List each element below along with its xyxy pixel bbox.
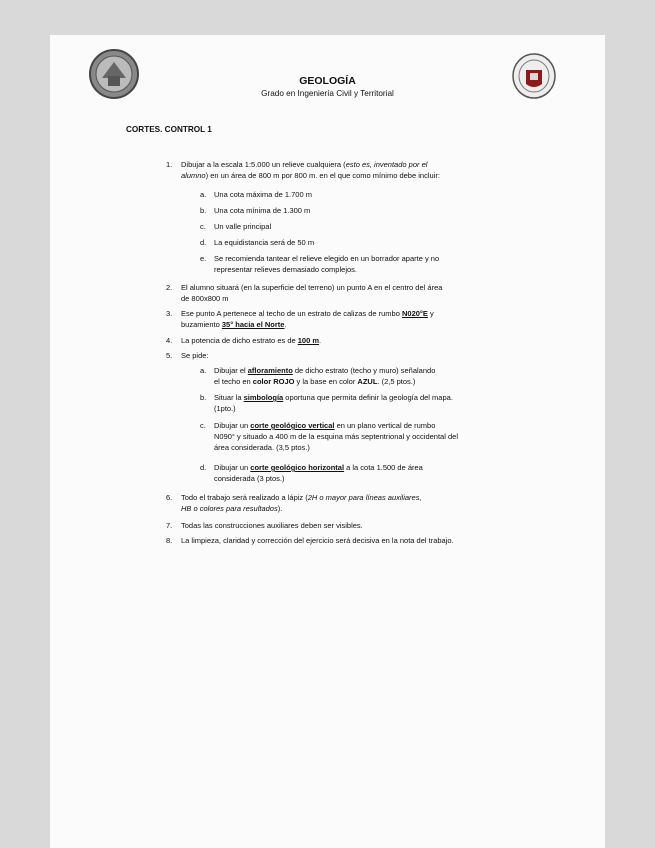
item-number: 4.	[166, 336, 173, 345]
item-text-italic: alumno	[181, 171, 206, 180]
sub-item-text: Una cota máxima de 1.700 m	[214, 190, 312, 199]
sub-item-text: La equidistancia será de 50 m	[214, 238, 315, 247]
item-text: (1pto.)	[214, 404, 236, 413]
list-item-2	[181, 282, 442, 304]
document-title: GEOLOGÍA	[299, 75, 356, 87]
sub-item-letter: a.	[200, 366, 207, 375]
document-subtitle: Grado en Ingeniería Civil y Territorial	[261, 89, 394, 98]
keyword: simbología	[243, 393, 284, 402]
strike-value: N020°E	[401, 309, 428, 318]
item-text: de dicho estrato (techo y muro) señalando	[292, 366, 436, 375]
item-number: 7.	[166, 521, 173, 530]
item-text: de 800x800 m	[181, 294, 229, 303]
item-text: buzamiento	[181, 320, 222, 329]
sub-item-letter: c.	[200, 421, 206, 430]
item-number: 8.	[166, 536, 173, 545]
item-text: área considerada. (3,5 ptos.)	[214, 443, 310, 452]
list-item-5: Se pide:	[181, 351, 209, 360]
sub-item-letter: d.	[200, 463, 207, 472]
item-text: y	[427, 309, 434, 318]
item-text: N090° y situado a 400 m de la esquina más septentrional y occidental del	[214, 432, 458, 441]
sub-item-a	[214, 365, 534, 387]
sub-item-b	[214, 392, 534, 414]
item-number: 2.	[166, 283, 173, 292]
sub-item-text: Un valle principal	[214, 222, 272, 231]
keyword: AZUL	[357, 377, 378, 386]
list-item-8: La limpieza, claridad y corrección del ejercicio será decisiva en la nota del trabajo.	[181, 536, 454, 545]
sub-item-d	[214, 462, 534, 484]
item-number: 6.	[166, 493, 173, 502]
keyword: color ROJO	[252, 377, 295, 386]
section-title: CORTES. CONTROL 1	[126, 125, 212, 134]
item-text: Dibujar un	[214, 421, 251, 430]
item-text: oportuna que permita definir la geología del mapa.	[283, 393, 453, 402]
item-text: . (2,5 ptos.)	[377, 377, 416, 386]
item-number: 5.	[166, 351, 173, 360]
keyword: afloramiento	[247, 366, 293, 375]
list-item-7: Todas las construcciones auxiliares deben ser visibles.	[181, 521, 363, 530]
list-item-4	[181, 335, 321, 346]
item-number: 1.	[166, 160, 173, 169]
sub-item-text: Una cota mínima de 1.300 m	[214, 206, 311, 215]
sub-item-text: representar relieves demasiado complejos.	[214, 265, 357, 274]
sub-item-letter: c.	[200, 222, 206, 231]
item-text: Dibujar un	[214, 463, 251, 472]
item-text: y la base en color	[294, 377, 358, 386]
item-text: Dibujar el	[214, 366, 248, 375]
dip-value: 35° hacia el Norte	[221, 320, 285, 329]
item-text: Dibujar a la escala 1:5.000 un relieve cualquiera (	[181, 160, 346, 169]
sub-item-c	[214, 420, 534, 453]
item-text-italic: 2H o mayor para líneas auxiliares,	[307, 493, 422, 502]
item-text: a la cota 1.500 de área	[344, 463, 423, 472]
item-number: 3.	[166, 309, 173, 318]
keyword: corte geológico horizontal	[250, 463, 345, 472]
sub-item-text: Se recomienda tantear el relieve elegido en un borrador aparte y no	[214, 254, 440, 263]
item-text-italic: HB o colores para resultados	[181, 504, 278, 513]
list-item-3	[181, 308, 434, 330]
sub-item-letter: b.	[200, 393, 207, 402]
thickness-value: 100 m	[297, 336, 320, 345]
item-text: .	[319, 336, 322, 345]
item-text: Ese punto A pertenece al techo de un estrato de calizas de rumbo	[181, 309, 402, 318]
sub-item-letter: d.	[200, 238, 207, 247]
item-text: Todo el trabajo será realizado a lápiz (	[181, 493, 308, 502]
item-text: El alumno situará (en la superficie del terreno) un punto A en el centro del área	[181, 283, 443, 292]
item-text: considerada (3 ptos.)	[214, 474, 285, 483]
keyword: corte geológico vertical	[250, 421, 335, 430]
sub-item-letter: a.	[200, 190, 207, 199]
item-text: .	[284, 320, 287, 329]
item-text: ) en un área de 800 m por 800 m. en el que como mínimo debe incluir:	[205, 171, 440, 180]
list-item-6	[181, 492, 531, 514]
sub-item-letter: e.	[200, 254, 207, 263]
item-text: ).	[277, 504, 283, 513]
item-text: Situar la	[214, 393, 244, 402]
item-text: el techo en	[214, 377, 253, 386]
item-text: La potencia de dicho estrato es de	[181, 336, 298, 345]
list-item-1	[181, 159, 511, 181]
item-text: en un plano vertical de rumbo	[334, 421, 436, 430]
sub-item-letter: b.	[200, 206, 207, 215]
item-text-italic: esto es, inventado por el	[345, 160, 428, 169]
